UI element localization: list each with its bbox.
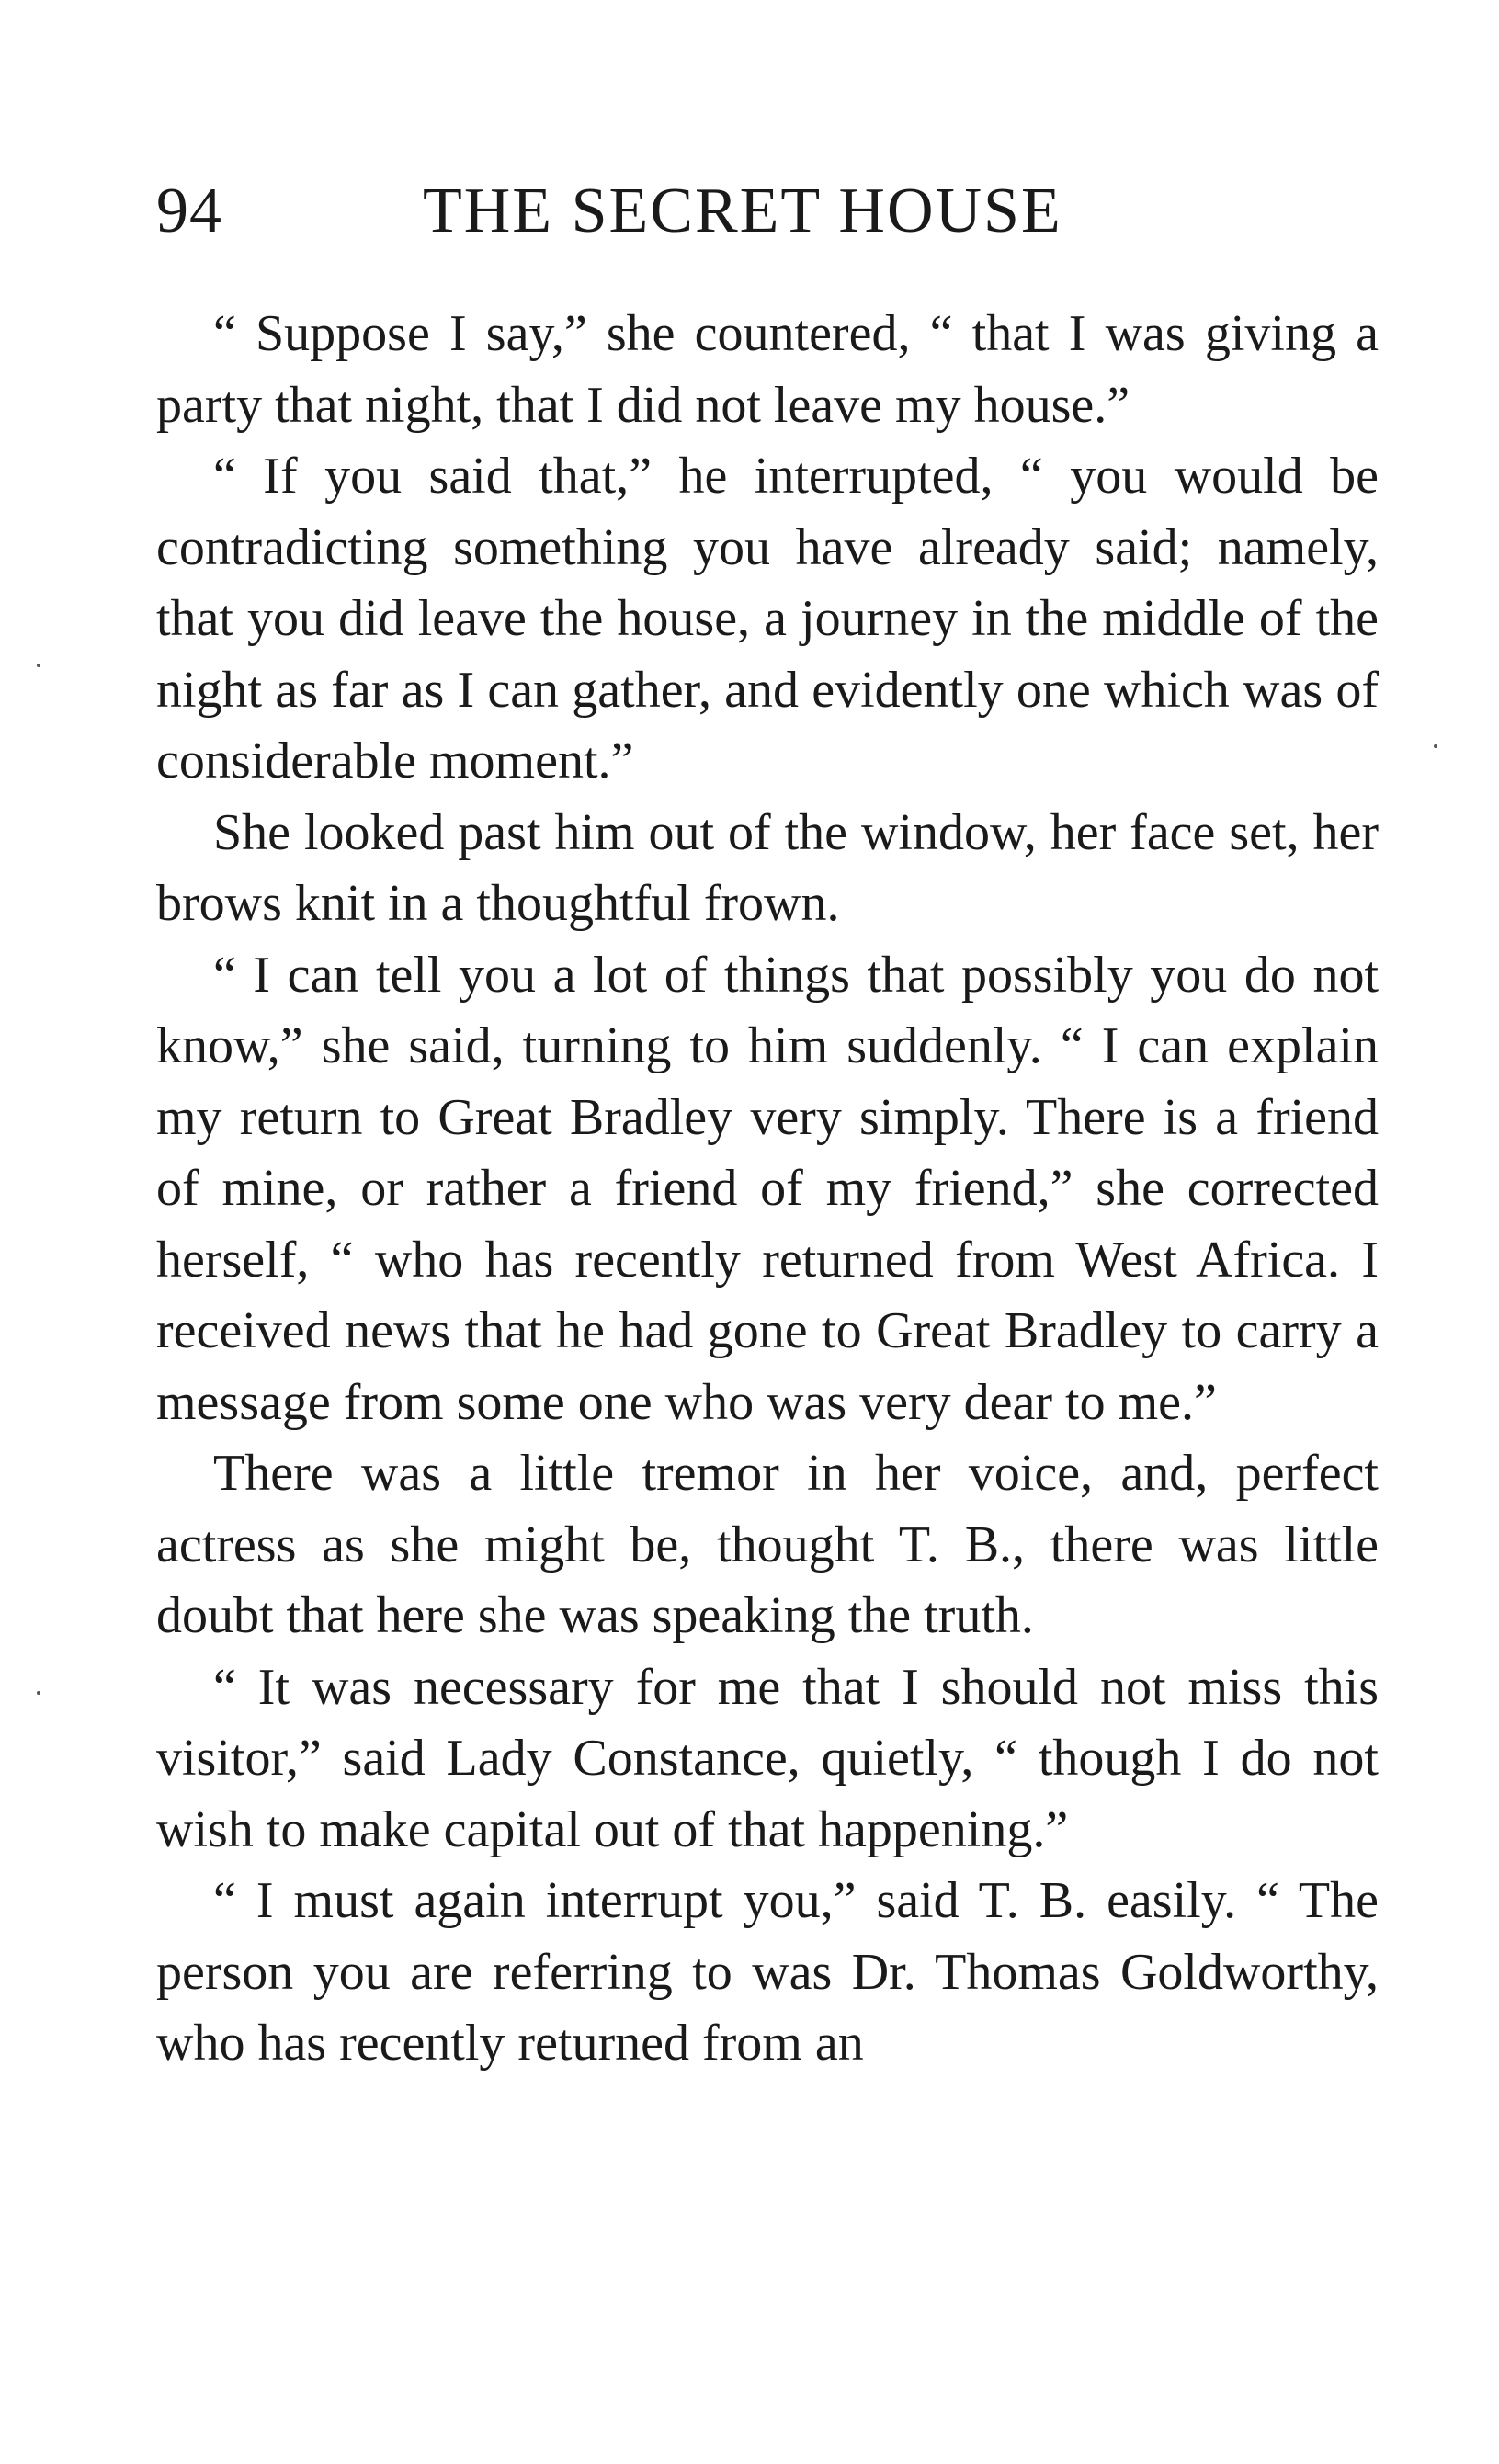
paragraph: “ Suppose I say,” she countered, “ that I was giving a party that night, that I did not leave my house.” — [156, 305, 1379, 434]
paragraph: “ If you said that,” he interrupted, “ you would be contradicting something you have already said; namely, that you did leave the house, a journey in the middle of the night as far as I can gather, and evidently one which was of considerable moment.” — [156, 448, 1379, 789]
paragraph: She looked past him out of the window, her face set, her brows knit in a thoughtful frown. — [156, 803, 1379, 932]
paper-speck — [37, 1691, 40, 1695]
page-number: 94 — [156, 176, 222, 246]
running-head — [156, 165, 1379, 257]
body-text — [156, 299, 1379, 2080]
paragraph: “ It was necessary for me that I should not miss this visitor,” said Lady Constance, quietly, “ though I do not wish to make capital out of that happening.” — [156, 1658, 1379, 1858]
running-title: THE SECRET HOUSE — [423, 176, 1062, 246]
paragraph: There was a little tremor in her voice, and, perfect actress as she might be, thought T. B., there was little doubt that here she was speaking the truth. — [156, 1445, 1379, 1644]
paragraph: “ I can tell you a lot of things that possibly you do not know,” she said, turning to him suddenly. “ I can explain my return to Great Bradley very simply. There is a friend of mine, or rather a friend of my friend,” she corrected herself, “ who has recently returned from West Africa. I received news that he had gone to Great Bradley to carry a message from some one who was very dear to me.” — [156, 946, 1379, 1431]
paper-speck — [37, 664, 40, 667]
paper-speck — [1434, 744, 1437, 748]
paragraph: “ I must again interrupt you,” said T. B. easily. “ The person you are referring to was Dr. Thomas Goldworthy, who has recently returned from an — [156, 1872, 1379, 2072]
